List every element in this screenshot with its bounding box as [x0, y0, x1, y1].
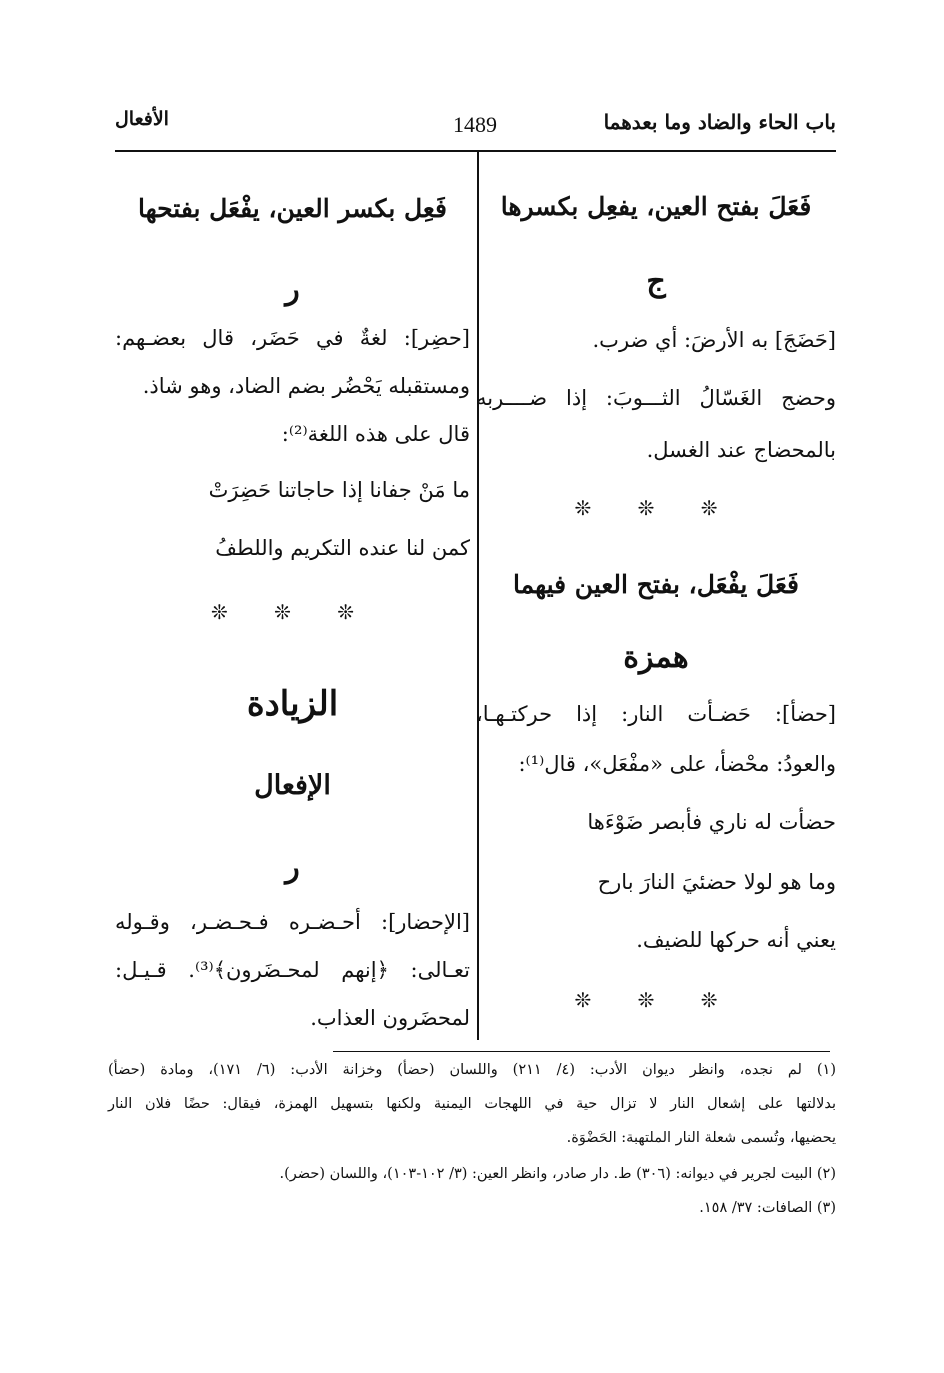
entry-line: [الإحضار]: أحـضـره فـحـضـر، وقـوله: [115, 910, 470, 934]
entry-line: [حضِر]: لغةٌ في حَضَر، قال بعضـهم:: [115, 326, 470, 350]
entry-line: تعـالى: ﴿إنهم لمحـضَرون﴾⁽³⁾. قـيـل:: [115, 958, 470, 982]
part-heading: الزيادة: [246, 684, 339, 724]
letter-heading: ج: [646, 264, 666, 299]
page-number: 1489: [453, 112, 497, 137]
entry-line: بالمحضاج عند الغسل.: [646, 438, 836, 462]
running-header-chapter: باب الحاء والضاد وما بعدهما: [603, 110, 836, 134]
footnote-rule: [333, 1051, 830, 1052]
letter-heading: ر: [285, 850, 300, 885]
verse-line: ما مَنْ جفانا إذا حاجاتنا حَضِرَتْ: [208, 478, 470, 502]
footnote-line: (٢) البيت لجرير في ديوانه: (٣٠٦) ط. دار صادر، وانظر العين: (٣/ ١٠٢-١٠٣)، واللسان (حضر).: [279, 1166, 836, 1182]
section-heading: فَعَلَ يفْعَل، بفتح العين فيهما: [513, 570, 799, 599]
entry-line: ومستقبله يَحْضُر بضم الضاد، وهو شاذ.: [142, 374, 470, 398]
entry-line: يعني أنه حركها للضيف.: [636, 928, 836, 952]
header-rule: [115, 150, 836, 152]
letter-heading: ر: [285, 272, 300, 307]
entry-line: [حَضَجَ] به الأرضَ: أي ضرب.: [592, 328, 836, 352]
footnote-line: يحضيها، وتُسمى شعلة النار الملتهبة: الحَضْوَة.: [566, 1130, 836, 1146]
footnote-line: (١) لم نجده، وانظر ديوان الأدب: (٤/ ٢١١) واللسان (حضأ) وخزانة الأدب: (٦/ ١٧١)، ومادة (حضأ): [108, 1062, 836, 1078]
section-heading: فَعَلَ بفتح العين، يفعِل بكسرها: [500, 192, 812, 221]
footnote-line: بدلالتها على إشعال النار لا تزال حية في اللهجات اليمنية ولكنها بتسهيل الهمزة، فيقال: حضًا فلان النار: [108, 1096, 836, 1112]
section-separator: ❊ ❊ ❊: [211, 600, 374, 624]
verse-line: كمن لنا عنده التكريم واللطفُ: [215, 536, 470, 560]
verse-line: حضأت له ناري فأبصر ضَوْءَها: [587, 810, 836, 834]
section-heading: فَعِل بكسر العين، يفْعَل بفتحها: [138, 194, 447, 223]
footnote-line: (٣) الصافات: ٣٧/ ١٥٨.: [699, 1200, 836, 1216]
entry-line: [حضأ]: حَضـأت النار: إذا حركتـهـا،: [476, 702, 836, 726]
entry-line: والعودُ: محْضأ، على «مفْعَل»، قال⁽¹⁾:: [518, 752, 836, 776]
section-separator: ❊ ❊ ❊: [574, 988, 738, 1012]
entry-line: وحضج الغَسّالُ الثـــوبَ: إذا ضــــربه: [476, 386, 836, 410]
entry-line: قال على هذه اللغة⁽²⁾:: [281, 422, 470, 446]
letter-heading: همزة: [623, 640, 689, 675]
entry-line: لمحضَرون العذاب.: [310, 1006, 470, 1030]
section-separator: ❊ ❊ ❊: [574, 496, 738, 520]
verse-line: وما هو لولا حضئيَ النارَ بارح: [597, 870, 836, 894]
chapter-heading: الإفعال: [254, 770, 331, 801]
running-header-section: الأفعال: [115, 108, 169, 130]
